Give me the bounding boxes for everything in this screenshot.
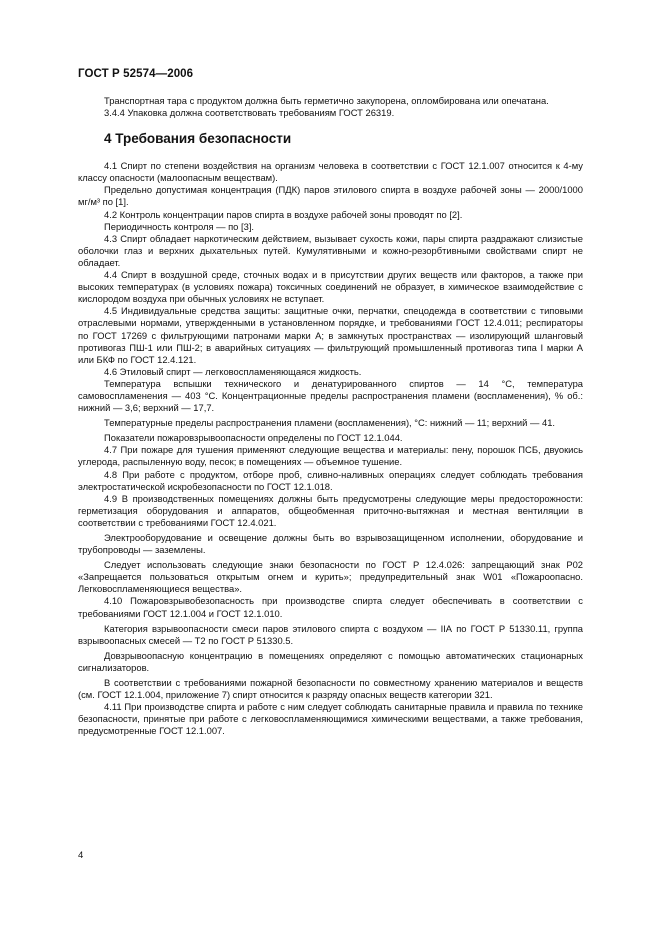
paragraph-4-1-pdk: Предельно допустимая концентрация (ПДК) паров этилового спирта в воздухе рабочей зоны — 2000/1000 мг/м³ по [1]. (78, 184, 583, 208)
paragraph-4-10-category: Категория взрывоопасности смеси паров этилового спирта с воздухом — IIА по ГОСТ Р 51330.11, группа взрывоопасных смесей — Т2 по ГОСТ Р 51330.5. (78, 622, 583, 646)
document-header: ГОСТ Р 52574—2006 (78, 68, 194, 80)
paragraph-4-6-limits: Температурные пределы распространения пламени (воспламенения), °С: нижний — 11; верхний — 41. (104, 417, 556, 429)
paragraph-4-10-concentration: Довзрывоопасную концентрацию в помещениях определяют с помощью автоматических стационарных сигнализаторов. (78, 649, 583, 673)
page-number: 4 (78, 850, 84, 861)
paragraph-3-4-4: 3.4.4 Упаковка должна соответствовать требованиям ГОСТ 26319. (104, 107, 395, 119)
section-title: 4 Требования безопасности (104, 131, 292, 147)
paragraph-4-9-signs: Следует использовать следующие знаки безопасности по ГОСТ Р 12.4.026: запрещающий знак Р02 «Запрещается пользоваться открытым огнем и курить»; предупредительный знак W01 «Пожароопасно. Легковоспламеняющиеся вещества». (78, 559, 583, 595)
paragraph-4-6-temperature: Температура вспышки технического и денатурированного спиртов — 14 °С, температура самовоспламенения — 403 °С. Концентрационные пределы распространения пламени (воспламенения), % об.: нижний — 3,6; верхний — 17,7. (78, 377, 583, 414)
paragraph-4-10: 4.10 Пожаровзрывобезопасность при производстве спирта следует обеспечивать в соответствии с требованиями ГОСТ 12.1.004 и ГОСТ 12.1.010. (78, 595, 583, 619)
paragraph-4-7: 4.7 При пожаре для тушения применяют следующие вещества и материалы: пену, порошок ПСБ, двуокись углерода, распыленную воду, песок; в помещениях — объемное тушение. (78, 444, 583, 468)
paragraph-4-6: 4.6 Этиловый спирт — легковоспламеняющаяся жидкость. (104, 365, 362, 377)
paragraph-4-6-indicators: Показатели пожаровзрывоопасности определены по ГОСТ 12.1.044. (104, 432, 403, 444)
paragraph-4-10-storage: В соответствии с требованиями пожарной безопасности по совместному хранению материалов и веществ (см. ГОСТ 12.1.004, приложение 7) спирт относится к разряду опасных веществ категории 321. (78, 677, 583, 701)
paragraph-intro-1: Транспортная тара с продуктом должна быть герметично закупорена, опломбирована или опечатана. (104, 95, 549, 106)
paragraph-4-2-period: Периодичность контроля — по [3]. (104, 220, 255, 232)
paragraph-4-3: 4.3 Спирт обладает наркотическим действием, вызывает сухость кожи, пары спирта раздражают слизистые оболочки глаз и верхних дыхательных путей. Кумулятивными и кожно-резорбтивными свойствами спирт не обладает. (78, 232, 583, 268)
paragraph-4-2: 4.2 Контроль концентрации паров спирта в воздухе рабочей зоны проводят по [2]. (104, 208, 463, 220)
paragraph-4-1: 4.1 Спирт по степени воздействия на организм человека в соответствии с ГОСТ 12.1.007 относится к 4-му классу опасности (малоопасным веществам). (78, 160, 583, 184)
paragraph-4-4: 4.4 Спирт в воздушной среде, сточных водах и в присутствии других веществ или факторов, а также при высоких температурах (в условиях пожара) токсичных соединений не образует, в химическое взаимодействие с кислородом воздуха при обычных условиях не вступает. (78, 269, 583, 305)
paragraph-4-5: 4.5 Индивидуальные средства защиты: защитные очки, перчатки, спецодежда в соответствии с типовыми отраслевыми нормами, утвержденными в установленном порядке, и требованиями ГОСТ 12.4.011; респираторы по ГОСТ 17269 с фильтрующими патронами марки А; в замкнутых пространствах — изолирующий шланговый противогаз ПШ-1 или ПШ-2; в аварийных ситуациях — фильтрующий промышленный противогаз типа I марки А или БКФ по ГОСТ 12.4.121. (78, 305, 583, 365)
paragraph-4-8: 4.8 При работе с продуктом, отборе проб, сливно-наливных операциях следует соблюдать требования электростатической искробезопасности по ГОСТ 12.1.018. (78, 468, 583, 492)
document-body (78, 95, 583, 738)
paragraph-4-9: 4.9 В производственных помещениях должны быть предусмотрены следующие меры предосторожности: герметизация оборудования и аппаратов, общеобменная приточно-вытяжная и местная вентиляции в соответствии с требованиями ГОСТ 12.4.021. (78, 492, 583, 528)
paragraph-4-11: 4.11 При производстве спирта и работе с ним следует соблюдать санитарные правила и правила по технике безопасности, принятые при работе с легковоспламеняющимися химическими веществами, а также требования, предусмотренные ГОСТ 12.1.007. (78, 701, 583, 737)
paragraph-4-9-electro: Электрооборудование и освещение должны быть во взрывозащищенном исполнении, оборудование и трубопроводы — заземлены. (78, 532, 583, 556)
